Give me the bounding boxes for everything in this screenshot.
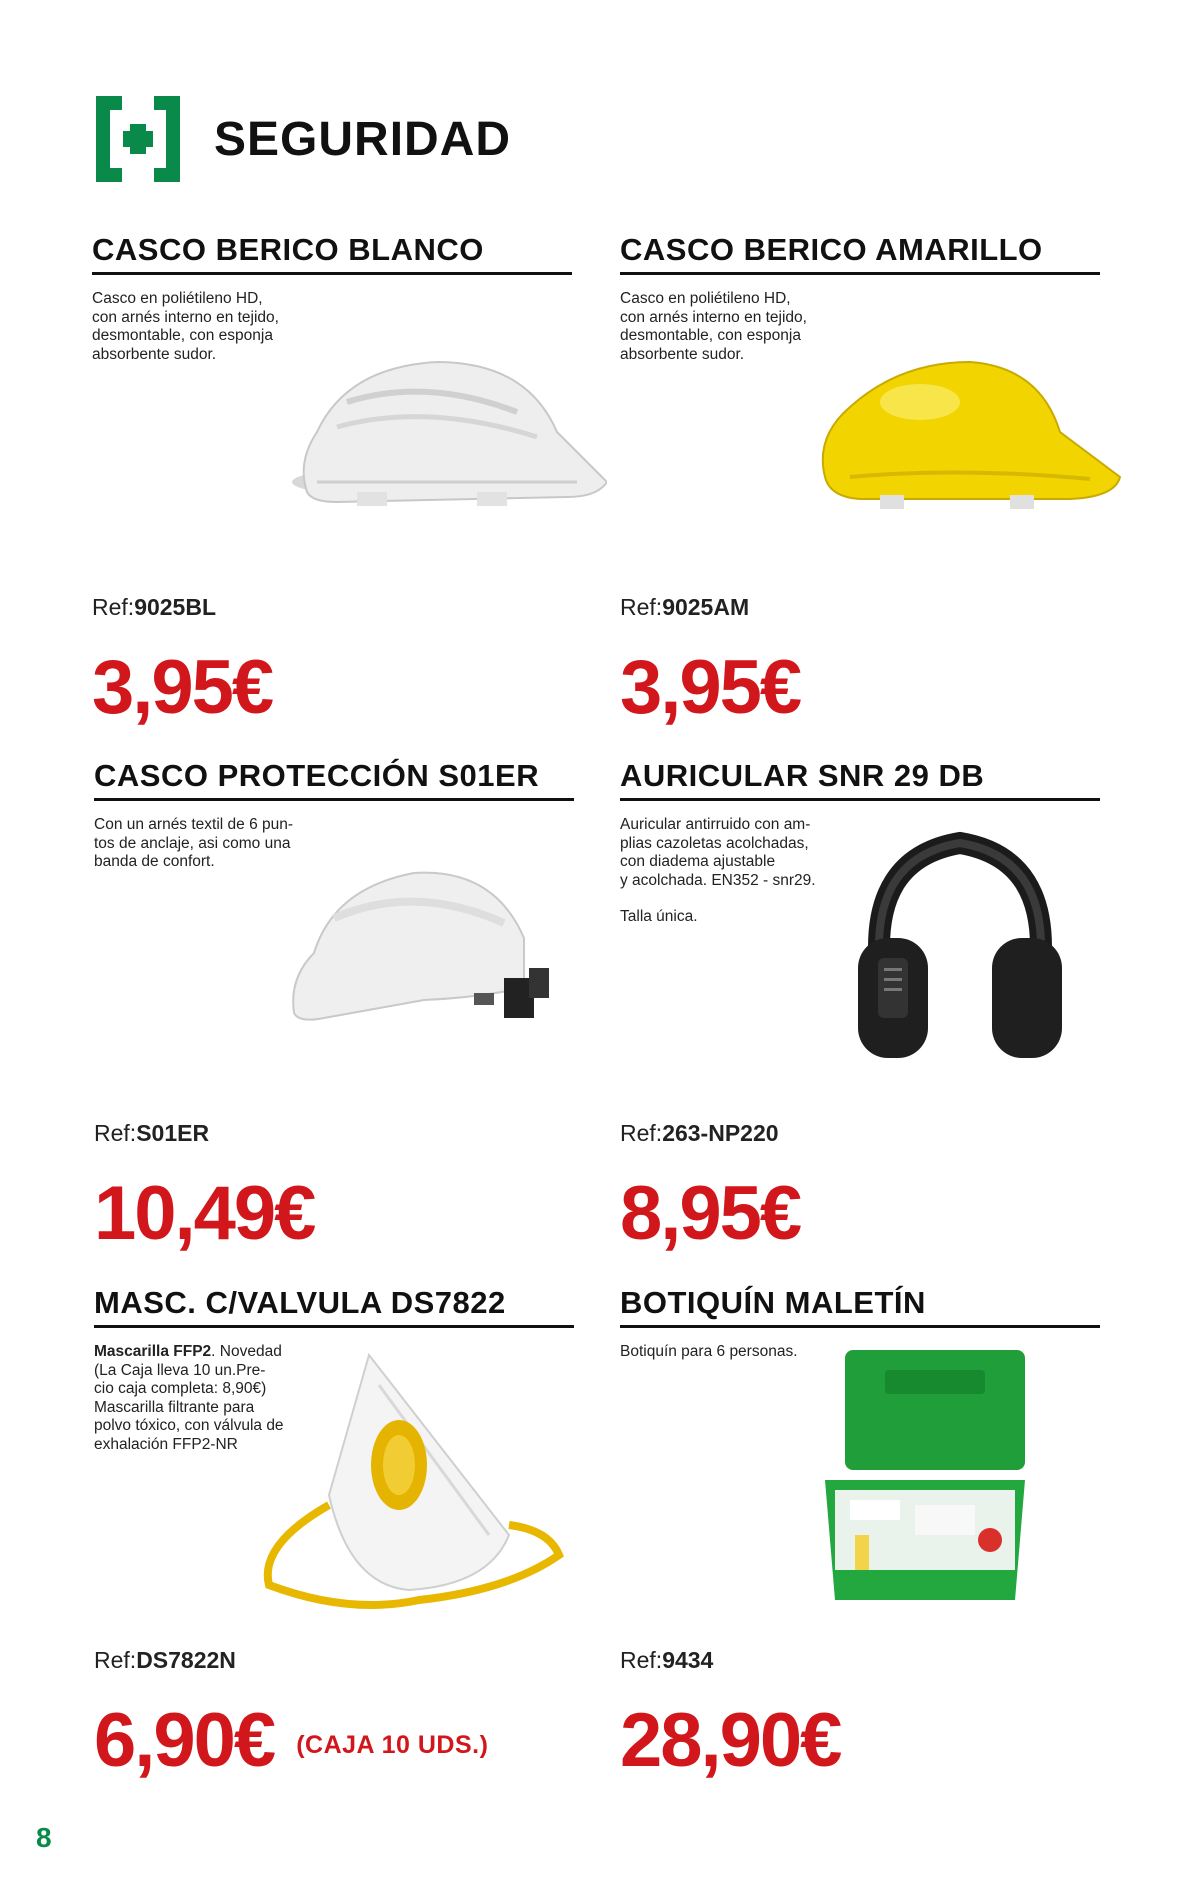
product-description: Botiquín para 6 personas. [620,1343,798,1360]
product-price: 10,49€ [94,1171,315,1256]
product-title: AURICULAR SNR 29 DB [620,758,1100,801]
product-ref: Ref:9025BL [92,594,217,620]
ear-muffs-icon [850,818,1070,1093]
first-aid-bracket-plus-icon [92,92,184,186]
ffp2-mask-valve-icon [249,1345,579,1630]
section-header [92,92,511,186]
white-helmet-icon [277,332,607,557]
product-description: Casco en poliétileno HD, con arnés interno en tejido, desmontable, con esponja absorbente sudor. [92,290,279,363]
product-price: 8,95€ [620,1171,801,1256]
product-card-casco-berico-amarillo [620,232,1100,757]
product-card-mascarilla-ds7822 [94,1285,574,1810]
product-price: 6,90€ (CAJA 10 UDS.) [94,1698,489,1783]
product-title: MASC. C/VALVULA DS7822 [94,1285,574,1328]
page-title: SEGURIDAD [214,112,512,166]
product-ref: Ref:263-NP220 [620,1120,779,1146]
product-price: 28,90€ [620,1698,841,1783]
product-title: CASCO BERICO AMARILLO [620,232,1100,275]
product-card-auricular-snr-29-db [620,758,1100,1283]
product-description: Mascarilla FFP2. Novedad (La Caja lleva 10 un.Pre- cio caja completa: 8,90€) Mascarilla filtrante para polvo tóxico, con válvula de exhalación FFP2-NR [94,1343,284,1453]
product-price: 3,95€ [92,645,273,730]
white-helmet-harness-icon [274,828,574,1043]
product-ref: Ref:S01ER [94,1120,210,1146]
product-description: Con un arnés textil de 6 pun- tos de anclaje, asi como una banda de confort. [94,816,294,870]
product-title: CASCO BERICO BLANCO [92,232,572,275]
product-description: Auricular antirruido con am- plias cazoletas acolchadas, con diadema ajustable y acolchada. EN352 - snr29. Talla única. [620,816,816,925]
product-ref: Ref:9025AM [620,594,750,620]
product-card-casco-berico-blanco [92,232,572,757]
first-aid-case-icon [805,1340,1045,1625]
page-number: 8 [36,1822,52,1853]
product-title: CASCO PROTECCIÓN S01ER [94,758,574,801]
product-ref: Ref:DS7822N [94,1647,236,1673]
product-card-botiquin-maletin [620,1285,1100,1810]
price-note: (CAJA 10 UDS.) [296,1731,489,1760]
product-card-casco-proteccion-s01er [94,758,574,1283]
yellow-helmet-icon [790,327,1130,552]
product-price: 3,95€ [620,645,801,730]
product-title: BOTIQUÍN MALETÍN [620,1285,1100,1328]
product-ref: Ref:9434 [620,1647,714,1673]
product-description: Casco en poliétileno HD, con arnés interno en tejido, desmontable, con esponja absorbente sudor. [620,290,807,363]
